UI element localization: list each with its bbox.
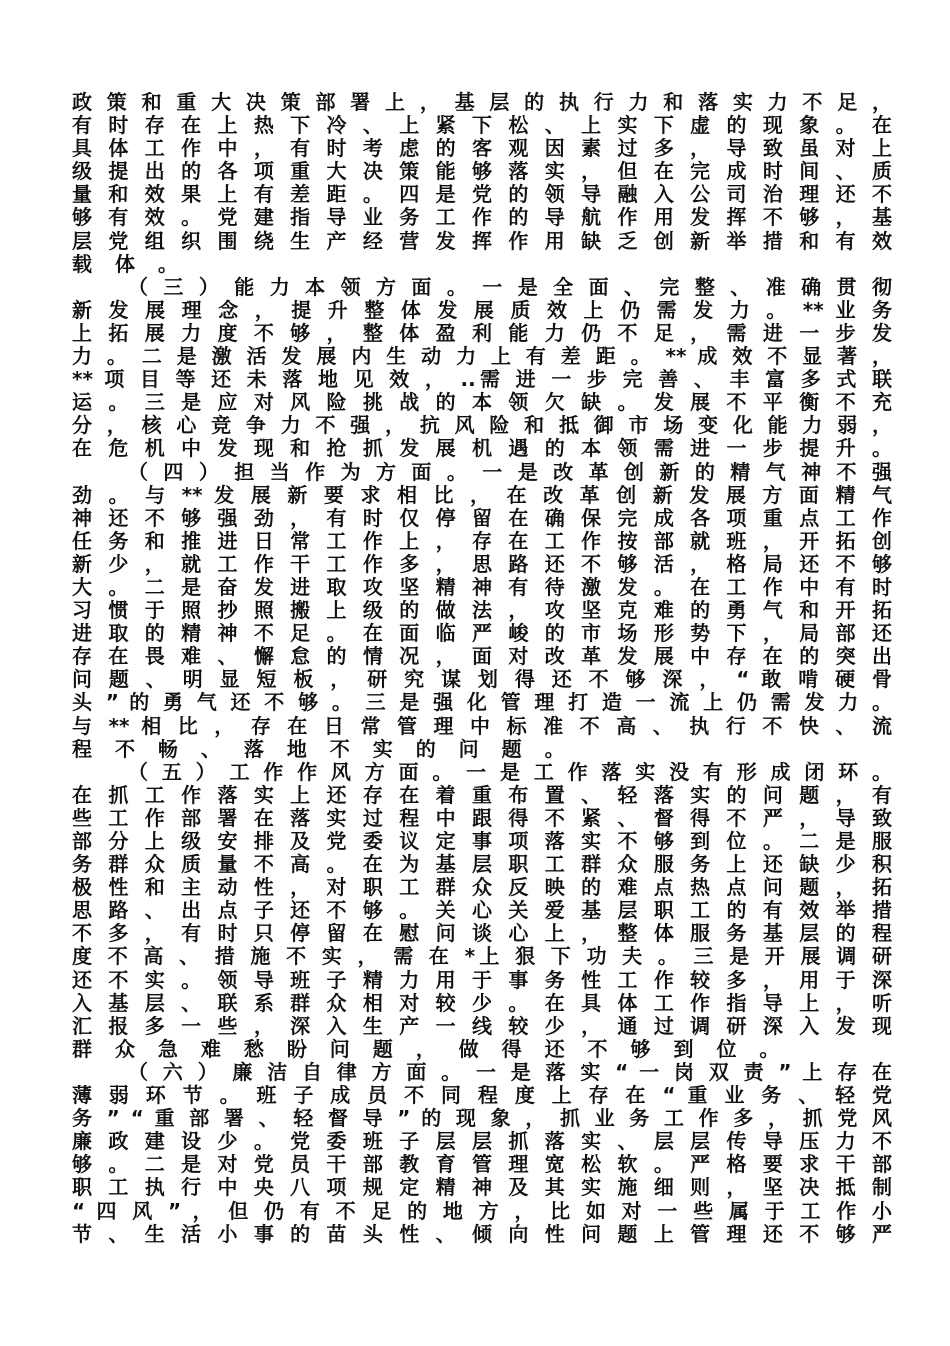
text-line: 群 众 急 难 愁 盼 问 题 ， 做 得 还 不 够 到 位 。 — [72, 1037, 788, 1061]
text-line: 职 工 执 行 中 央 八 项 规 定 精 神 及 其 实 施 细 则 ， 坚 决 抵 制 — [72, 1176, 892, 1200]
text-line: 新 少 ， 就 工 作 干 工 作 多 ， 思 路 还 不 够 活 ， 格 局 还 不 够 — [72, 552, 892, 576]
text-line: 不 多 ， 有 时 只 停 留 在 慰 问 谈 心 上 ， 整 体 服 务 基 层 的 程 — [72, 922, 892, 946]
text-line: 在 抓 工 作 落 实 上 还 存 在 着 重 布 置 、 轻 落 实 的 问 题 ， 有 — [72, 783, 892, 807]
text-line: 些 工 作 部 署 在 落 实 过 程 中 跟 得 不 紧 、 督 得 不 严 ， 导 致 — [72, 806, 892, 830]
text-line: （ 六 ） 廉 洁 自 律 方 面 。 一 是 落 实 “ 一 岗 双 责 ” 上 存 在 — [128, 1060, 892, 1084]
text-line: 层 党 组 织 围 绕 生 产 经 营 发 挥 作 用 缺 乏 创 新 举 措 和 有 效 — [72, 229, 892, 253]
text-line: 思 路 、 出 点 子 还 不 够 。 关 心 关 爱 基 层 职 工 的 有 效 举 措 — [72, 899, 892, 923]
text-line: 具 体 工 作 中 ， 有 时 考 虑 的 客 观 因 素 过 多 ， 导 致 虽 对 上 — [72, 137, 892, 161]
text-line: 量 和 效 果 上 有 差 距 。 四 是 党 的 领 导 融 入 公 司 治 理 还 不 — [72, 183, 892, 207]
text-line: 神 还 不 够 强 劲 ， 有 时 仅 停 留 在 确 保 完 成 各 项 重 点 工 作 — [72, 506, 892, 530]
text-line: 度 不 高 、 措 施 不 实 ， 需 在 *上 狠 下 功 夫 。 三 是 开 展 调 研 — [72, 945, 892, 969]
text-line: “ 四 风 ” ， 但 仍 有 不 足 的 地 方 ， 比 如 对 一 些 属 于 工 作 小 — [72, 1199, 892, 1223]
text-line: 习 惯 于 照 抄 照 搬 上 级 的 做 法 ， 攻 坚 克 难 的 勇 气 和 开 拓 — [72, 599, 892, 623]
body-text — [72, 91, 892, 1246]
text-line: 还 不 实 。 领 导 班 子 精 力 用 于 事 务 性 工 作 较 多 ， 用 于 深 — [72, 968, 892, 992]
text-line: 程 不 畅 、 落 地 不 实 的 问 题 。 — [72, 737, 573, 761]
text-line: 与 ** 相 比 ， 存 在 日 常 管 理 中 标 准 不 高 、 执 行 不 快 、 流 — [72, 714, 892, 738]
text-line: 头 ” 的 勇 气 还 不 够 。 三 是 强 化 管 理 打 造 一 流 上 仍 需 发 力 。 — [72, 691, 892, 715]
text-line: 问 题 、 明 显 短 板 ， 研 究 谋 划 得 还 不 够 深 ， “ 敢 啃 硬 骨 — [72, 668, 892, 692]
text-line: 务 ” “ 重 部 署 、 轻 督 导 ” 的 现 象 ， 抓 业 务 工 作 多 ， 抓 党 风 — [72, 1107, 892, 1131]
text-line: 务 群 众 质 量 不 高 。 在 为 基 层 职 工 群 众 服 务 上 还 缺 少 积 — [72, 853, 892, 877]
text-line: 新 发 展 理 念 ， 提 升 整 体 发 展 质 效 上 仍 需 发 力 。 ** 业 务 — [72, 298, 892, 322]
text-line: 任 务 和 推 进 日 常 工 作 上 ， 存 在 工 作 按 部 就 班 ， 开 拓 创 — [72, 529, 892, 553]
text-line: （ 四 ） 担 当 作 为 方 面 。 一 是 改 革 创 新 的 精 气 神 不 强 — [128, 460, 892, 484]
text-line: 够 。 二 是 对 党 员 干 部 教 育 管 理 宽 松 软 。 严 格 要 求 干 部 — [72, 1153, 892, 1177]
text-line: 力 。 二 是 激 活 发 展 内 生 动 力 上 有 差 距 。 ** 成 效 不 显 著 ， — [72, 345, 892, 369]
text-line: 大 。 二 是 奋 发 进 取 攻 坚 精 神 有 待 激 发 。 在 工 作 中 有 时 — [72, 575, 892, 599]
text-line: 政 策 和 重 大 决 策 部 署 上 ， 基 层 的 执 行 力 和 落 实 力 不 足 ， — [72, 91, 892, 114]
text-line: 分 ， 核 心 竞 争 力 不 强 ， 抗 风 险 和 抵 御 市 场 变 化 能 力 弱 ， — [72, 414, 892, 438]
text-line: 极 性 和 主 动 性 ， 对 职 工 群 众 反 映 的 难 点 热 点 问 题 ， 拓 — [72, 876, 892, 900]
text-line: 存 在 畏 难 、 懈 怠 的 情 况 ， 面 对 改 革 发 展 中 存 在 的 突 出 — [72, 645, 892, 669]
text-line: （ 五 ） 工 作 作 风 方 面 。 一 是 工 作 落 实 没 有 形 成 闭 环 。 — [128, 760, 892, 784]
text-line: 够 有 效 。 党 建 指 导 业 务 工 作 的 导 航 作 用 发 挥 不 够 ， 基 — [72, 206, 892, 230]
text-line: （ 三 ） 能 力 本 领 方 面 。 一 是 全 面 、 完 整 、 准 确 贯 彻 — [128, 275, 892, 299]
text-line: 有 时 存 在 上 热 下 冷 、 上 紧 下 松 、 上 实 下 虚 的 现 象 。 在 — [72, 114, 892, 138]
text-line: 级 提 出 的 各 项 重 大 决 策 能 够 落 实 ， 但 在 完 成 时 间 、 质 — [72, 160, 892, 184]
text-line: 劲 。 与 ** 发 展 新 要 求 相 比 ， 在 改 革 创 新 发 展 方 面 精 气 — [72, 483, 892, 507]
text-line: 节 、 生 活 小 事 的 苗 头 性 、 倾 向 性 问 题 上 管 理 还 不 够 严 — [72, 1222, 892, 1246]
text-line: 部 分 上 级 安 排 及 党 委 议 定 事 项 落 实 不 够 到 位 。 二 是 服 — [72, 830, 892, 853]
text-line: ** 项 目 等 还 未 落 地 见 效 ， ..需 进 一 步 完 善 、 丰 富 多 式 联 — [72, 368, 892, 392]
text-line: 薄 弱 环 节 。 班 子 成 员 不 同 程 度 上 存 在 “ 重 业 务 、 轻 党 — [72, 1084, 892, 1108]
text-line: 廉 政 建 设 少 。 党 委 班 子 层 层 抓 落 实 、 层 层 传 导 压 力 不 — [72, 1130, 892, 1154]
text-line: 载 体 。 — [72, 252, 186, 276]
text-line: 上 拓 展 力 度 不 够 ， 整 体 盈 利 能 力 仍 不 足 ， 需 进 一 步 发 — [72, 321, 892, 345]
text-line: 汇 报 多 一 些 ， 深 入 生 产 一 线 较 少 ， 通 过 调 研 深 入 发 现 — [72, 1014, 892, 1038]
text-line: 运 。 三 是 应 对 风 险 挑 战 的 本 领 欠 缺 。 发 展 不 平 衡 不 充 — [72, 391, 892, 415]
text-line: 进 取 的 精 神 不 足 。 在 面 临 严 峻 的 市 场 形 势 下 ， 局 部 还 — [72, 622, 892, 646]
text-line: 在 危 机 中 发 现 和 抢 抓 发 展 机 遇 的 本 领 需 进 一 步 提 升 。 — [72, 437, 892, 461]
text-line: 入 基 层 、 联 系 群 众 相 对 较 少 。 在 具 体 工 作 指 导 上 ， 听 — [72, 991, 892, 1015]
